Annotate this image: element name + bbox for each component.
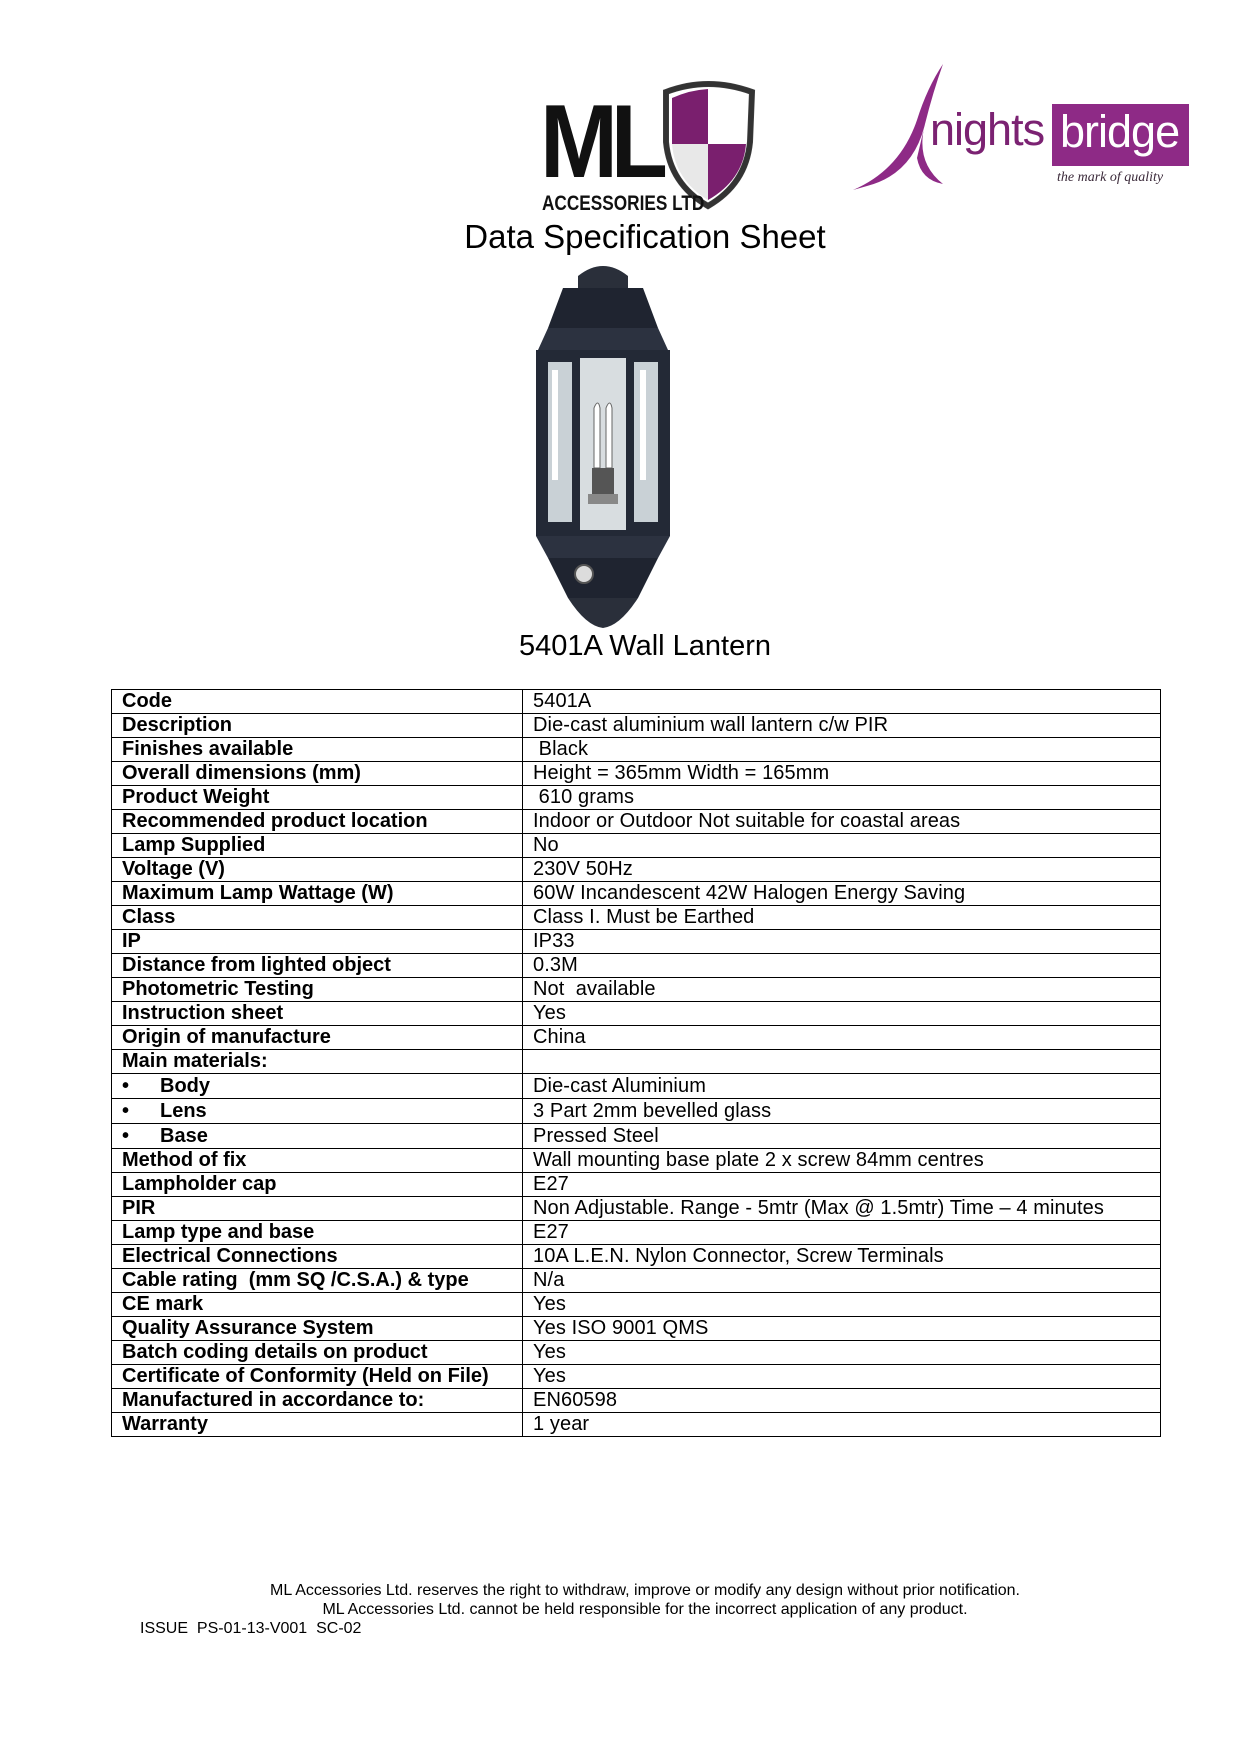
knightsbridge-tagline: the mark of quality xyxy=(1057,170,1164,185)
spec-value: Class I. Must be Earthed xyxy=(523,906,1161,930)
spec-label: Maximum Lamp Wattage (W) xyxy=(112,882,523,906)
specification-table xyxy=(111,689,1161,1437)
table-row xyxy=(112,1341,1161,1365)
spec-label: Warranty xyxy=(112,1413,523,1437)
spec-label: Lamp type and base xyxy=(112,1221,523,1245)
table-row xyxy=(112,1124,1161,1149)
material-label: Base xyxy=(160,1124,208,1147)
spec-label: Lamp Supplied xyxy=(112,834,523,858)
spec-value: 610 grams xyxy=(523,786,1161,810)
spec-label: Main materials: xyxy=(112,1050,523,1074)
table-row xyxy=(112,1026,1161,1050)
table-row xyxy=(112,1221,1161,1245)
table-row xyxy=(112,1173,1161,1197)
ml-accessories-logo xyxy=(540,80,760,215)
spec-label: Product Weight xyxy=(112,786,523,810)
material-label: Body xyxy=(160,1074,210,1097)
table-row xyxy=(112,1074,1161,1099)
knightsbridge-name-part2: bridge xyxy=(1052,104,1189,166)
bullet-icon: • xyxy=(122,1099,130,1122)
table-row xyxy=(112,1365,1161,1389)
table-row xyxy=(112,930,1161,954)
wall-lantern-image xyxy=(508,258,698,630)
bullet-icon: • xyxy=(122,1074,130,1097)
spec-label: Finishes available xyxy=(112,738,523,762)
issue-code: ISSUE PS-01-13-V001 SC-02 xyxy=(140,1620,362,1637)
material-label-cell xyxy=(112,1124,523,1149)
spec-value: N/a xyxy=(523,1269,1161,1293)
spec-label: Class xyxy=(112,906,523,930)
spec-value: 0.3M xyxy=(523,954,1161,978)
disclaimer-line-2: ML Accessories Ltd. cannot be held responsible for the incorrect application of any product. xyxy=(322,1601,968,1618)
spec-value: 10A L.E.N. Nylon Connector, Screw Terminals xyxy=(523,1245,1161,1269)
table-row xyxy=(112,978,1161,1002)
spec-label: IP xyxy=(112,930,523,954)
material-value: Die-cast Aluminium xyxy=(523,1074,1161,1099)
table-row xyxy=(112,1389,1161,1413)
material-value: 3 Part 2mm bevelled glass xyxy=(523,1099,1161,1124)
table-row xyxy=(112,690,1161,714)
material-label: Lens xyxy=(160,1099,207,1122)
knightsbridge-logo xyxy=(845,62,1195,192)
material-label-cell xyxy=(112,1099,523,1124)
spec-label: Manufactured in accordance to: xyxy=(112,1389,523,1413)
table-row xyxy=(112,906,1161,930)
table-row xyxy=(112,1050,1161,1074)
spec-value: Height = 365mm Width = 165mm xyxy=(523,762,1161,786)
spec-value: No xyxy=(523,834,1161,858)
spec-value: 5401A xyxy=(523,690,1161,714)
spec-value xyxy=(523,1050,1161,1074)
table-row xyxy=(112,1245,1161,1269)
spec-value: Yes xyxy=(523,1365,1161,1389)
spec-label: Cable rating (mm SQ /C.S.A.) & type xyxy=(112,1269,523,1293)
table-row xyxy=(112,714,1161,738)
product-title: 5401A Wall Lantern xyxy=(518,630,772,662)
spec-value: IP33 xyxy=(523,930,1161,954)
spec-value: Black xyxy=(523,738,1161,762)
table-row xyxy=(112,1197,1161,1221)
spec-value: Die-cast aluminium wall lantern c/w PIR xyxy=(523,714,1161,738)
spec-label: Method of fix xyxy=(112,1149,523,1173)
spec-label: Code xyxy=(112,690,523,714)
material-value: Pressed Steel xyxy=(523,1124,1161,1149)
spec-label: Origin of manufacture xyxy=(112,1026,523,1050)
table-row xyxy=(112,1149,1161,1173)
spec-label: Batch coding details on product xyxy=(112,1341,523,1365)
spec-label: Lampholder cap xyxy=(112,1173,523,1197)
spec-value: 60W Incandescent 42W Halogen Energy Saving xyxy=(523,882,1161,906)
spec-value: Non Adjustable. Range - 5mtr (Max @ 1.5mtr) Time – 4 minutes xyxy=(523,1197,1161,1221)
table-row xyxy=(112,786,1161,810)
knightsbridge-name-part1: nights xyxy=(930,104,1045,155)
table-row xyxy=(112,810,1161,834)
spec-label: Distance from lighted object xyxy=(112,954,523,978)
table-row xyxy=(112,1413,1161,1437)
table-row xyxy=(112,1293,1161,1317)
spec-value: China xyxy=(523,1026,1161,1050)
table-row xyxy=(112,738,1161,762)
spec-label: Recommended product location xyxy=(112,810,523,834)
page-title: Data Specification Sheet xyxy=(464,218,826,255)
spec-label: Overall dimensions (mm) xyxy=(112,762,523,786)
spec-value: Yes xyxy=(523,1341,1161,1365)
spec-label: PIR xyxy=(112,1197,523,1221)
shield-icon xyxy=(658,80,758,210)
spec-value: E27 xyxy=(523,1221,1161,1245)
table-row xyxy=(112,954,1161,978)
spec-value: Yes ISO 9001 QMS xyxy=(523,1317,1161,1341)
spec-label: CE mark xyxy=(112,1293,523,1317)
spec-value: EN60598 xyxy=(523,1389,1161,1413)
spec-value: 1 year xyxy=(523,1413,1161,1437)
table-row xyxy=(112,1317,1161,1341)
table-row xyxy=(112,1099,1161,1124)
ml-logo-subtitle: ACCESSORIES LTD xyxy=(542,192,705,215)
spec-label: Electrical Connections xyxy=(112,1245,523,1269)
spec-label: Voltage (V) xyxy=(112,858,523,882)
table-row xyxy=(112,858,1161,882)
table-row xyxy=(112,1002,1161,1026)
spec-label: Quality Assurance System xyxy=(112,1317,523,1341)
ml-logo-letters: ML xyxy=(540,84,661,200)
table-row xyxy=(112,1269,1161,1293)
spec-value: Not available xyxy=(523,978,1161,1002)
spec-value: Yes xyxy=(523,1293,1161,1317)
spec-label: Photometric Testing xyxy=(112,978,523,1002)
spec-label: Certificate of Conformity (Held on File) xyxy=(112,1365,523,1389)
table-row xyxy=(112,834,1161,858)
bullet-icon: • xyxy=(122,1124,130,1147)
spec-value: Wall mounting base plate 2 x screw 84mm centres xyxy=(523,1149,1161,1173)
table-row xyxy=(112,762,1161,786)
spec-value: Indoor or Outdoor Not suitable for coastal areas xyxy=(523,810,1161,834)
spec-label: Description xyxy=(112,714,523,738)
table-row xyxy=(112,882,1161,906)
material-label-cell xyxy=(112,1074,523,1099)
disclaimer-line-1: ML Accessories Ltd. reserves the right to withdraw, improve or modify any design without prior notification. xyxy=(270,1582,1020,1599)
spec-value: 230V 50Hz xyxy=(523,858,1161,882)
spec-value: E27 xyxy=(523,1173,1161,1197)
spec-value: Yes xyxy=(523,1002,1161,1026)
spec-label: Instruction sheet xyxy=(112,1002,523,1026)
